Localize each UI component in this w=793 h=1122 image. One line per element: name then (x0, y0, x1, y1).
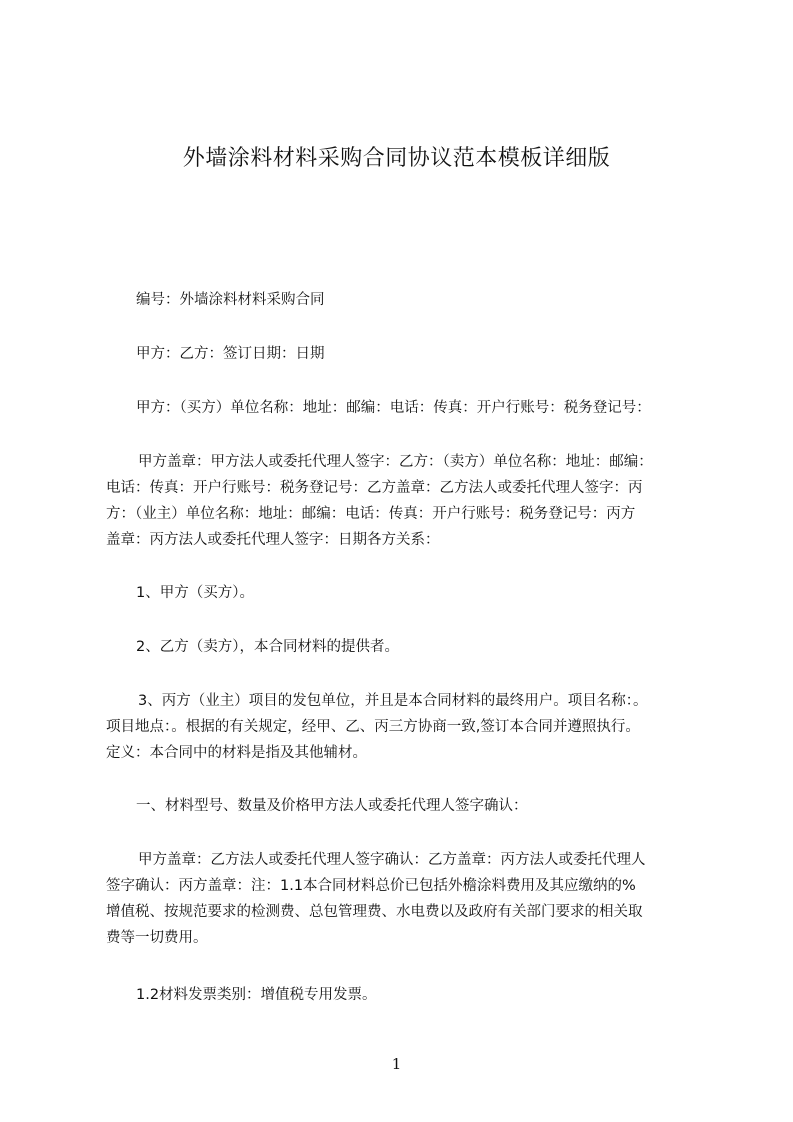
paragraph-item-2 (106, 634, 698, 660)
paragraph-party-b-c-info (106, 449, 698, 553)
paragraph-line: 方：（业主）单位名称：地址：邮编：电话：传真：开户行账号：税务登记号：丙方 (106, 506, 636, 522)
paragraph-signatures-notes (106, 847, 698, 951)
paragraph-line: 签字确认：丙方盖章：注：1.1本合同材料总价已包括外檐涂料费用及其应缴纳的% (106, 878, 636, 894)
paragraph-line: 盖章：丙方法人或委托代理人签字：日期各方关系： (106, 532, 440, 548)
paragraph-party-a-info (106, 395, 698, 421)
paragraph-line: 费等一切费用。 (106, 930, 208, 946)
paragraph-contract-number (106, 287, 698, 313)
paragraph-line: 甲方盖章：乙方法人或委托代理人签字确认：乙方盖章：丙方法人或委托代理人 (138, 852, 646, 868)
paragraph-item-1 (106, 580, 698, 606)
page-number: 1 (391, 1055, 402, 1073)
paragraph-parties-date (106, 341, 698, 367)
paragraph-line: 定义：本合同中的材料是指及其他辅材。 (106, 745, 367, 761)
section-heading-1 (106, 793, 698, 819)
paragraph-line: 编号：外墙涂料材料采购合同 (136, 292, 325, 308)
paragraph-line: 3、丙方（业主）项目的发包单位，并且是本合同材料的最终用户。项目名称：。 (138, 693, 648, 709)
paragraph-line: 甲方：（买方）单位名称：地址：邮编：电话：传真：开户行账号：税务登记号： (136, 400, 651, 416)
paragraph-line: 甲方盖章：甲方法人或委托代理人签字：乙方：（卖方）单位名称：地址：邮编： (138, 454, 653, 470)
paragraph-invoice-type (106, 982, 698, 1008)
paragraph-line: 1.2材料发票类别：增值税专用发票。 (136, 987, 377, 1003)
paragraph-line: 2、乙方（卖方），本合同材料的提供者。 (136, 639, 399, 655)
paragraph-line: 1、甲方（买方）。 (136, 585, 254, 601)
paragraph-line: 电话：传真：开户行账号：税务登记号：乙方盖章：乙方法人或委托代理人签字：丙 (106, 480, 643, 496)
document-title: 外墙涂料材料采购合同协议范本模板详细版 (182, 146, 611, 171)
paragraph-line: 项目地点：。根据的有关规定，经甲、乙、丙三方协商一致,签订本合同并遵照执行。 (106, 719, 640, 735)
paragraph-item-3 (106, 688, 698, 766)
paragraph-line: 增值税、按规范要求的检测费、总包管理费、水电费以及政府有关部门要求的相关取 (106, 904, 643, 920)
paragraph-line: 一、材料型号、数量及价格甲方法人或委托代理人签字确认： (136, 798, 528, 814)
paragraph-line: 甲方：乙方：签订日期：日期 (136, 346, 325, 362)
